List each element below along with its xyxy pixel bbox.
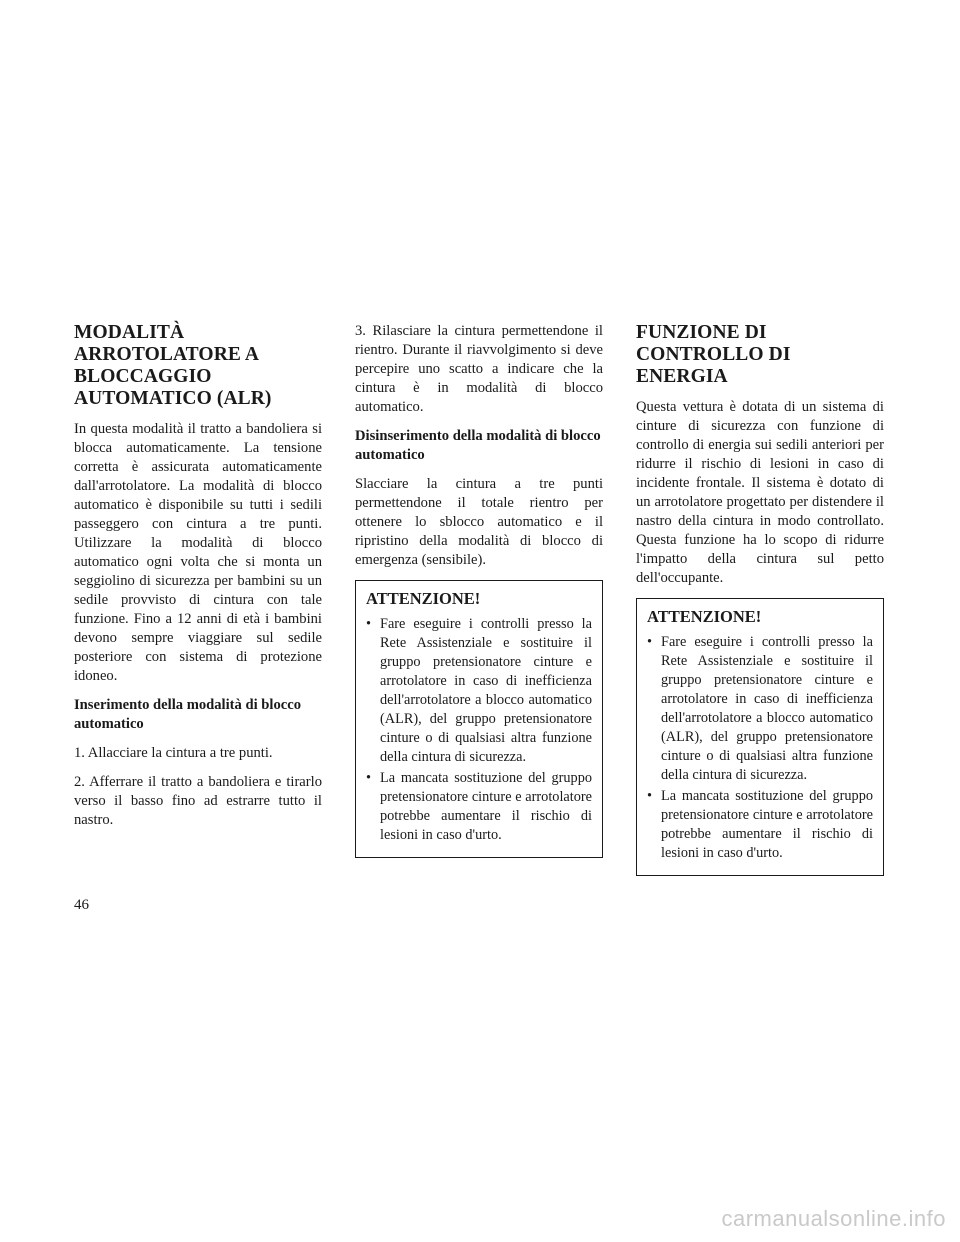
watermark: carmanualsonline.info [721, 1206, 946, 1231]
warning-item-text: Fare eseguire i controlli presso la Rete Assistenziale e sostituire il gruppo pretensionatore cinture e arrotolatore in caso di inefficienza dell'arrotolatore a blocco automatico (ALR), del gruppo pretensionatore cinture o di qualsiasi altra funzione della cintura di sicurezza. [661, 634, 873, 783]
energy-paragraph: Questa vettura è dotata di un sistema di cinture di sicurezza con funzione di controllo di energia sui sedili anteriori per ridurre il rischio di lesioni in caso di incidente frontale. Il sistema è dotato di un arrotolatore progettato per distendere il nastro della cintura in modo controllato. Questa funzione ha lo scopo di ridurre l'impatto della cintura sul petto dell'occupante. [636, 399, 884, 586]
deactivation-paragraph: Slacciare la cintura a tre punti permettendone il totale rientro per ottenere lo sblocco automatico e il ripristino della modalità di blocco di emergenza (sensibile). [355, 476, 603, 568]
section-title-energy: FUNZIONE DI CONTROLLO DI ENERGIA [636, 322, 791, 387]
right-column [636, 322, 884, 876]
section-title-alr: MODALITÀ ARROTOLATORE A BLOCCAGGIO AUTOMATICO (ALR) [74, 322, 272, 409]
warning-item [647, 633, 873, 785]
step-3: 3. Rilasciare la cintura permettendone il rientro. Durante il riavvolgimento si deve percepire uno scatto a indicare che la cintura è in modalità di blocco automatico. [355, 323, 603, 415]
bullet-icon: • [366, 616, 372, 632]
middle-column [355, 322, 603, 858]
alr-intro-paragraph: In questa modalità il tratto a bandoliera si blocca automaticamente. La tensione corretta è assicurata automaticamente dall'arrotolatore. La modalità di blocco automatico è disponibile su tutti i sedili passeggero con cintura a tre punti. Utilizzare la modalità di blocco automatico ogni volta che si monta un seggiolino di sicurezza per bambini su un sedile provvisto di cintura con tale funzione. Fino a 12 anni di età i bambini devono sempre viaggiare sul sedile posteriore con sistema di protezione idoneo. [74, 421, 322, 684]
bullet-icon: • [647, 788, 653, 804]
step-1: 1. Allacciare la cintura a tre punti. [74, 745, 273, 761]
warning-box [636, 598, 884, 876]
warning-title: ATTENZIONE! [366, 589, 481, 608]
step-2: 2. Afferrare il tratto a bandoliera e tirarlo verso il basso fino ad estrarre tutto il nastro. [74, 774, 322, 828]
bullet-icon: • [366, 770, 372, 786]
warning-box [355, 580, 603, 858]
warning-item-text: Fare eseguire i controlli presso la Rete Assistenziale e sostituire il gruppo pretensionatore cinture e arrotolatore in caso di inefficienza dell'arrotolatore a blocco automatico (ALR), del gruppo pretensionatore cinture o di qualsiasi altra funzione della cintura di sicurezza. [380, 616, 592, 765]
page-number: 46 [74, 897, 89, 913]
warning-item [366, 769, 592, 845]
warning-title: ATTENZIONE! [647, 607, 762, 626]
warning-item-text: La mancata sostituzione del gruppo pretensionatore cinture e arrotolatore potrebbe aumentare il rischio di lesioni in caso d'urto. [380, 770, 592, 843]
left-column [74, 322, 322, 840]
warning-list [647, 633, 873, 863]
subheading-deactivation: Disinserimento della modalità di blocco automatico [355, 428, 601, 463]
warning-list [366, 615, 592, 845]
bullet-icon: • [647, 634, 653, 650]
warning-item [366, 615, 592, 767]
warning-item-text: La mancata sostituzione del gruppo pretensionatore cinture e arrotolatore potrebbe aumentare il rischio di lesioni in caso d'urto. [661, 788, 873, 861]
subheading-activation: Inserimento della modalità di blocco automatico [74, 697, 302, 732]
warning-item [647, 787, 873, 863]
